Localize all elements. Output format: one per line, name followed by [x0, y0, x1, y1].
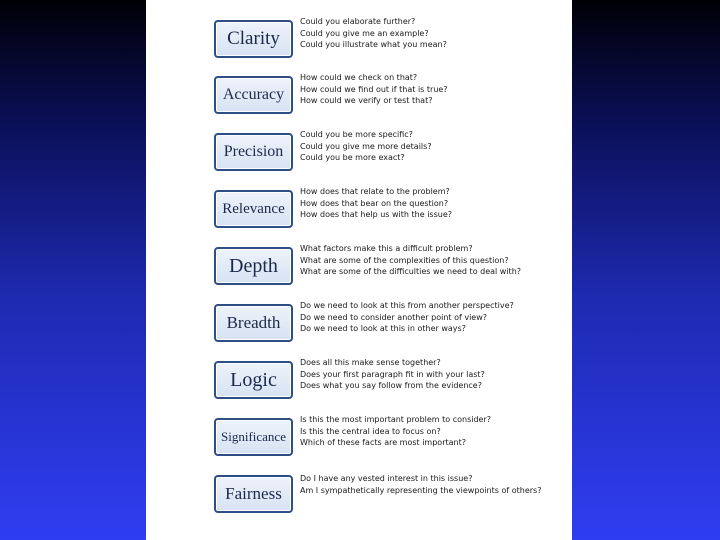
row-significance	[146, 415, 572, 464]
question: Does all this make sense together?	[300, 358, 441, 367]
question: Does your first paragraph fit in with your last?	[300, 369, 485, 379]
row-accuracy	[146, 73, 572, 122]
question: Do we need to look at this from another perspective?	[300, 301, 514, 310]
row-clarity	[146, 17, 572, 66]
row-breadth	[146, 301, 572, 350]
question: Do we need to look at this in other ways?	[300, 324, 466, 333]
question: How does that help us with the issue?	[300, 210, 452, 219]
question: Could you give me more details?	[300, 141, 432, 151]
label-relevance: Relevance	[214, 190, 293, 228]
questions-fairness	[300, 473, 568, 496]
row-relevance	[146, 187, 572, 236]
row-fairness	[146, 475, 572, 521]
question: Could you illustrate what you mean?	[300, 40, 447, 49]
question: How could we verify or test that?	[300, 96, 433, 105]
label-accuracy: Accuracy	[214, 76, 293, 114]
label-depth: Depth	[214, 247, 293, 285]
question: Am I sympathetically representing the viewpoints of others?	[300, 485, 542, 495]
question: Does what you say follow from the evidence?	[300, 381, 482, 390]
questions-depth	[300, 243, 568, 278]
question: What factors make this a difficult problem?	[300, 244, 473, 253]
question: Do we need to consider another point of view?	[300, 312, 487, 322]
label-clarity: Clarity	[214, 20, 293, 58]
question: Could you be more exact?	[300, 153, 405, 162]
questions-logic	[300, 357, 568, 392]
question: Could you give me an example?	[300, 28, 429, 38]
question: Is this the most important problem to consider?	[300, 415, 491, 424]
label-significance: Significance	[214, 418, 293, 456]
question: Is this the central idea to focus on?	[300, 426, 441, 436]
label-breadth: Breadth	[214, 304, 293, 342]
questions-accuracy	[300, 72, 568, 107]
content-panel	[146, 0, 572, 540]
label-fairness: Fairness	[214, 475, 293, 513]
label-precision: Precision	[214, 133, 293, 171]
questions-clarity	[300, 16, 568, 51]
question: What are some of the complexities of this question?	[300, 255, 509, 265]
question: Which of these facts are most important?	[300, 438, 466, 447]
questions-precision	[300, 129, 568, 164]
question: Do I have any vested interest in this issue?	[300, 474, 473, 483]
questions-significance	[300, 414, 568, 449]
question: How could we find out if that is true?	[300, 84, 448, 94]
question: How does that relate to the problem?	[300, 187, 450, 196]
row-depth	[146, 244, 572, 293]
row-logic	[146, 358, 572, 407]
question: How could we check on that?	[300, 73, 418, 82]
row-precision	[146, 130, 572, 179]
questions-relevance	[300, 186, 568, 221]
question: How does that bear on the question?	[300, 198, 449, 208]
question: Could you be more specific?	[300, 130, 413, 139]
questions-breadth	[300, 300, 568, 335]
label-logic: Logic	[214, 361, 293, 399]
question: Could you elaborate further?	[300, 17, 416, 26]
question: What are some of the difficulties we need to deal with?	[300, 267, 522, 276]
